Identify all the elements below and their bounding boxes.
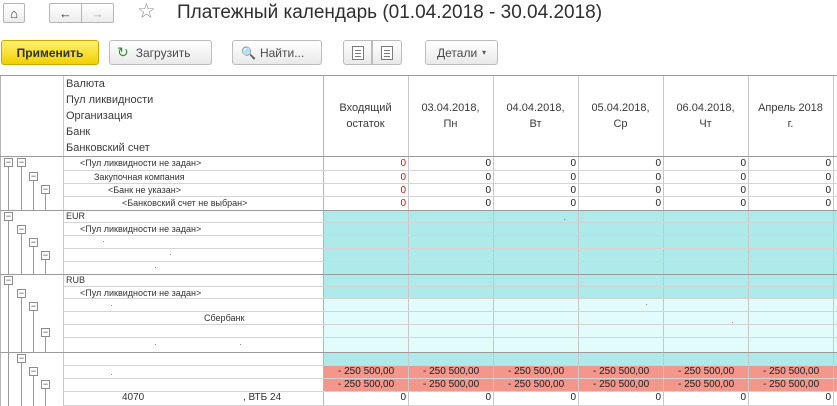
cell-value[interactable]: 0 <box>570 392 576 403</box>
tree-line <box>8 167 9 210</box>
row-label-liquidity-pool: <Пул ликвидности не задан> <box>80 224 202 234</box>
tree-line <box>45 194 46 210</box>
cell-value[interactable]: 0 <box>400 185 406 196</box>
cell-value-negative[interactable]: - 250 500,00 <box>423 366 480 377</box>
cell-value[interactable]: 0 <box>825 392 831 403</box>
cell-value-negative[interactable]: - 250 500,00 <box>763 366 820 377</box>
cell-value-negative[interactable]: - 250 500,00 <box>593 379 650 390</box>
col-header-line1: 03.04.2018, <box>421 102 480 114</box>
document-paste-icon <box>381 46 393 60</box>
collapse-toggle[interactable]: − <box>5 275 12 285</box>
col-header-date-2 <box>493 100 578 132</box>
row-label-currency-eur: EUR <box>66 211 86 221</box>
cell-value[interactable]: 0 <box>655 392 661 403</box>
tree-line <box>8 352 9 406</box>
col-header-date-4 <box>663 100 748 132</box>
row-label-account-bank: , ВТБ 24 <box>243 392 282 403</box>
eur-total-band <box>323 210 837 274</box>
row-line <box>63 196 837 197</box>
row-line <box>63 324 837 325</box>
window-title: Платежный календарь (01.04.2018 - 30.04.2018) <box>177 2 603 23</box>
find-button[interactable] <box>232 40 322 65</box>
cell-value[interactable]: 0 <box>740 198 746 209</box>
cell-value[interactable]: 0 <box>485 172 491 183</box>
cell-value[interactable]: 0 <box>740 172 746 183</box>
row-line <box>63 298 837 299</box>
col-header-month <box>748 100 833 132</box>
home-icon: ⌂ <box>10 5 18 21</box>
cell-value[interactable]: 0 <box>485 185 491 196</box>
collapse-toggle[interactable]: − <box>42 379 49 389</box>
dimension-bank: Банк <box>66 126 91 138</box>
collapse-toggle[interactable]: − <box>18 353 25 363</box>
hidden-text-dot <box>103 241 104 242</box>
row-line <box>63 170 837 171</box>
cell-value[interactable]: 0 <box>400 198 406 209</box>
tree-line <box>8 221 9 274</box>
cell-value[interactable]: 0 <box>740 185 746 196</box>
collapse-toggle[interactable]: − <box>42 250 49 260</box>
details-label: Детали <box>437 45 478 60</box>
group-separator <box>0 274 837 275</box>
collapse-toggle[interactable]: − <box>5 211 12 221</box>
cell-value-negative[interactable]: - 250 500,00 <box>423 379 480 390</box>
chevron-down-icon: ▾ <box>482 48 487 57</box>
col-header-line1: 04.04.2018, <box>506 102 565 114</box>
col-header-date-3 <box>578 100 663 132</box>
cell-value[interactable]: 0 <box>740 158 746 169</box>
hidden-text-dot <box>111 374 112 375</box>
tree-line <box>33 181 34 210</box>
cell-value[interactable]: 0 <box>740 392 746 403</box>
grid-line <box>0 76 1 406</box>
favorite-star-icon[interactable]: ☆ <box>137 0 156 23</box>
load-button[interactable] <box>109 40 212 65</box>
collapse-toggle[interactable]: − <box>30 171 37 181</box>
cyan-band-3 <box>323 352 837 365</box>
collapse-toggle[interactable]: − <box>18 157 25 167</box>
grid-line <box>63 76 64 406</box>
cell-value[interactable]: 0 <box>825 158 831 169</box>
collapse-toggle[interactable]: − <box>18 224 25 234</box>
cell-value-negative[interactable]: - 250 500,00 <box>678 379 735 390</box>
cell-value[interactable]: 0 <box>570 185 576 196</box>
col-header-line1: Входящий <box>339 102 392 114</box>
row-label-organization: Закупочная компания <box>94 172 185 182</box>
back-button[interactable] <box>49 3 82 23</box>
row-line <box>63 311 837 312</box>
hidden-text-dot <box>240 344 241 345</box>
grid-line <box>323 76 324 406</box>
find-label: Найти... <box>259 45 305 60</box>
col-header-line1: Апрель 2018 <box>758 102 823 114</box>
apply-button[interactable] <box>1 40 99 65</box>
cell-value[interactable]: 0 <box>400 392 406 403</box>
cell-value[interactable]: 0 <box>485 392 491 403</box>
paste-settings-button[interactable] <box>372 40 402 65</box>
grid-line <box>493 76 494 406</box>
load-label: Загрузить <box>135 45 191 60</box>
cell-value[interactable]: 0 <box>570 172 576 183</box>
refresh-icon: ↻ <box>117 44 129 60</box>
arrow-right-icon: → <box>91 5 104 21</box>
row-label-bank: Сбербанк <box>204 313 245 323</box>
grid-line <box>833 76 834 406</box>
tree-line <box>21 167 22 210</box>
dimension-bank-account: Банковский счет <box>66 142 150 154</box>
col-header-line2: остаток <box>346 118 385 130</box>
tree-line <box>45 389 46 406</box>
details-dropdown[interactable] <box>425 40 498 65</box>
grid-line <box>748 76 749 406</box>
cell-value-negative[interactable]: - 250 500,00 <box>508 366 565 377</box>
row-line <box>63 248 837 249</box>
dimension-liquidity-pool: Пул ликвидности <box>66 94 154 106</box>
collapse-toggle[interactable]: − <box>30 237 37 247</box>
tree-line <box>21 234 22 274</box>
cell-value[interactable]: 0 <box>400 158 406 169</box>
col-header-line2: Ср <box>613 118 628 130</box>
arrow-left-icon: ← <box>59 5 72 21</box>
row-line <box>63 183 837 184</box>
hidden-text-dot <box>155 344 156 345</box>
row-label-liquidity-pool: <Пул ликвидности не задан> <box>80 158 202 168</box>
cell-value-negative[interactable]: - 250 500,00 <box>508 379 565 390</box>
col-header-line2: г. <box>787 118 794 130</box>
cell-value[interactable]: 0 <box>655 158 661 169</box>
cell-value[interactable]: 0 <box>570 158 576 169</box>
hidden-text-dot <box>155 267 156 268</box>
cell-value[interactable]: 0 <box>485 198 491 209</box>
collapse-toggle[interactable]: − <box>42 327 49 337</box>
cell-value-negative[interactable]: - 250 500,00 <box>338 379 395 390</box>
cell-value-negative[interactable]: - 250 500,00 <box>593 366 650 377</box>
collapse-toggle[interactable]: − <box>30 301 37 311</box>
cell-value-negative[interactable]: - 250 500,00 <box>763 379 820 390</box>
forward-button[interactable] <box>81 3 114 23</box>
col-header-line2: Чт <box>699 118 712 130</box>
grid-line <box>578 76 579 406</box>
hidden-text-dot <box>170 254 171 255</box>
collapse-toggle[interactable]: − <box>30 366 37 376</box>
hidden-text-dot <box>111 305 112 306</box>
cell-value[interactable]: 0 <box>655 172 661 183</box>
tree-line <box>33 247 34 274</box>
row-label-account-number: 4070 <box>122 392 145 403</box>
row-line <box>63 286 837 287</box>
document-copy-icon <box>352 46 364 60</box>
col-header-opening-balance <box>323 100 408 132</box>
tree-line <box>8 285 9 352</box>
cell-value[interactable]: 0 <box>825 198 831 209</box>
cell-value[interactable]: 0 <box>485 158 491 169</box>
cell-value[interactable]: 0 <box>825 172 831 183</box>
cell-value[interactable]: 0 <box>400 172 406 183</box>
hidden-text-dot <box>646 304 647 305</box>
home-button[interactable] <box>3 3 25 23</box>
tree-line <box>21 363 22 406</box>
row-label-bank-account: <Банковский счет не выбран> <box>122 198 248 208</box>
row-label-bank: <Банк не указан> <box>108 185 181 195</box>
tree-line <box>45 260 46 274</box>
row-label-liquidity-pool: <Пул ликвидности не задан> <box>80 288 202 298</box>
search-icon: 🔍 <box>241 45 256 60</box>
copy-settings-button[interactable] <box>343 40 372 65</box>
grid-line <box>663 76 664 406</box>
row-line <box>63 235 837 236</box>
hidden-text-dot <box>564 219 565 220</box>
group-separator <box>0 210 837 211</box>
col-header-line1: 05.04.2018, <box>591 102 650 114</box>
tree-line <box>45 337 46 352</box>
apply-label: Применить <box>16 45 84 60</box>
row-line <box>63 261 837 262</box>
col-header-line2: Вт <box>529 118 542 130</box>
cell-value[interactable]: 0 <box>655 198 661 209</box>
row-label-currency-rub: RUB <box>66 275 86 285</box>
tree-line <box>21 298 22 352</box>
col-header-line2: Пн <box>443 118 458 130</box>
grid-line <box>408 76 409 406</box>
header-separator <box>0 156 837 157</box>
row-line <box>63 337 837 338</box>
cell-value[interactable]: 0 <box>570 198 576 209</box>
tree-line <box>33 311 34 352</box>
row-line <box>63 222 837 223</box>
payment-calendar-grid[interactable] <box>0 75 837 406</box>
rub-detail-band <box>323 298 837 352</box>
cell-value[interactable]: 0 <box>825 185 831 196</box>
dimension-currency: Валюта <box>66 78 105 90</box>
group-separator <box>0 352 837 353</box>
collapse-toggle[interactable]: − <box>5 157 12 167</box>
cell-value-negative[interactable]: - 250 500,00 <box>678 366 735 377</box>
tree-line <box>33 376 34 406</box>
cell-value-negative[interactable]: - 250 500,00 <box>338 366 395 377</box>
dimension-organization: Организация <box>66 110 133 122</box>
col-header-date-1 <box>408 100 493 132</box>
collapse-toggle[interactable]: − <box>42 184 49 194</box>
cell-value[interactable]: 0 <box>655 185 661 196</box>
collapse-toggle[interactable]: − <box>18 288 25 298</box>
col-header-line1: 06.04.2018, <box>676 102 735 114</box>
hidden-text-dot <box>732 322 733 323</box>
